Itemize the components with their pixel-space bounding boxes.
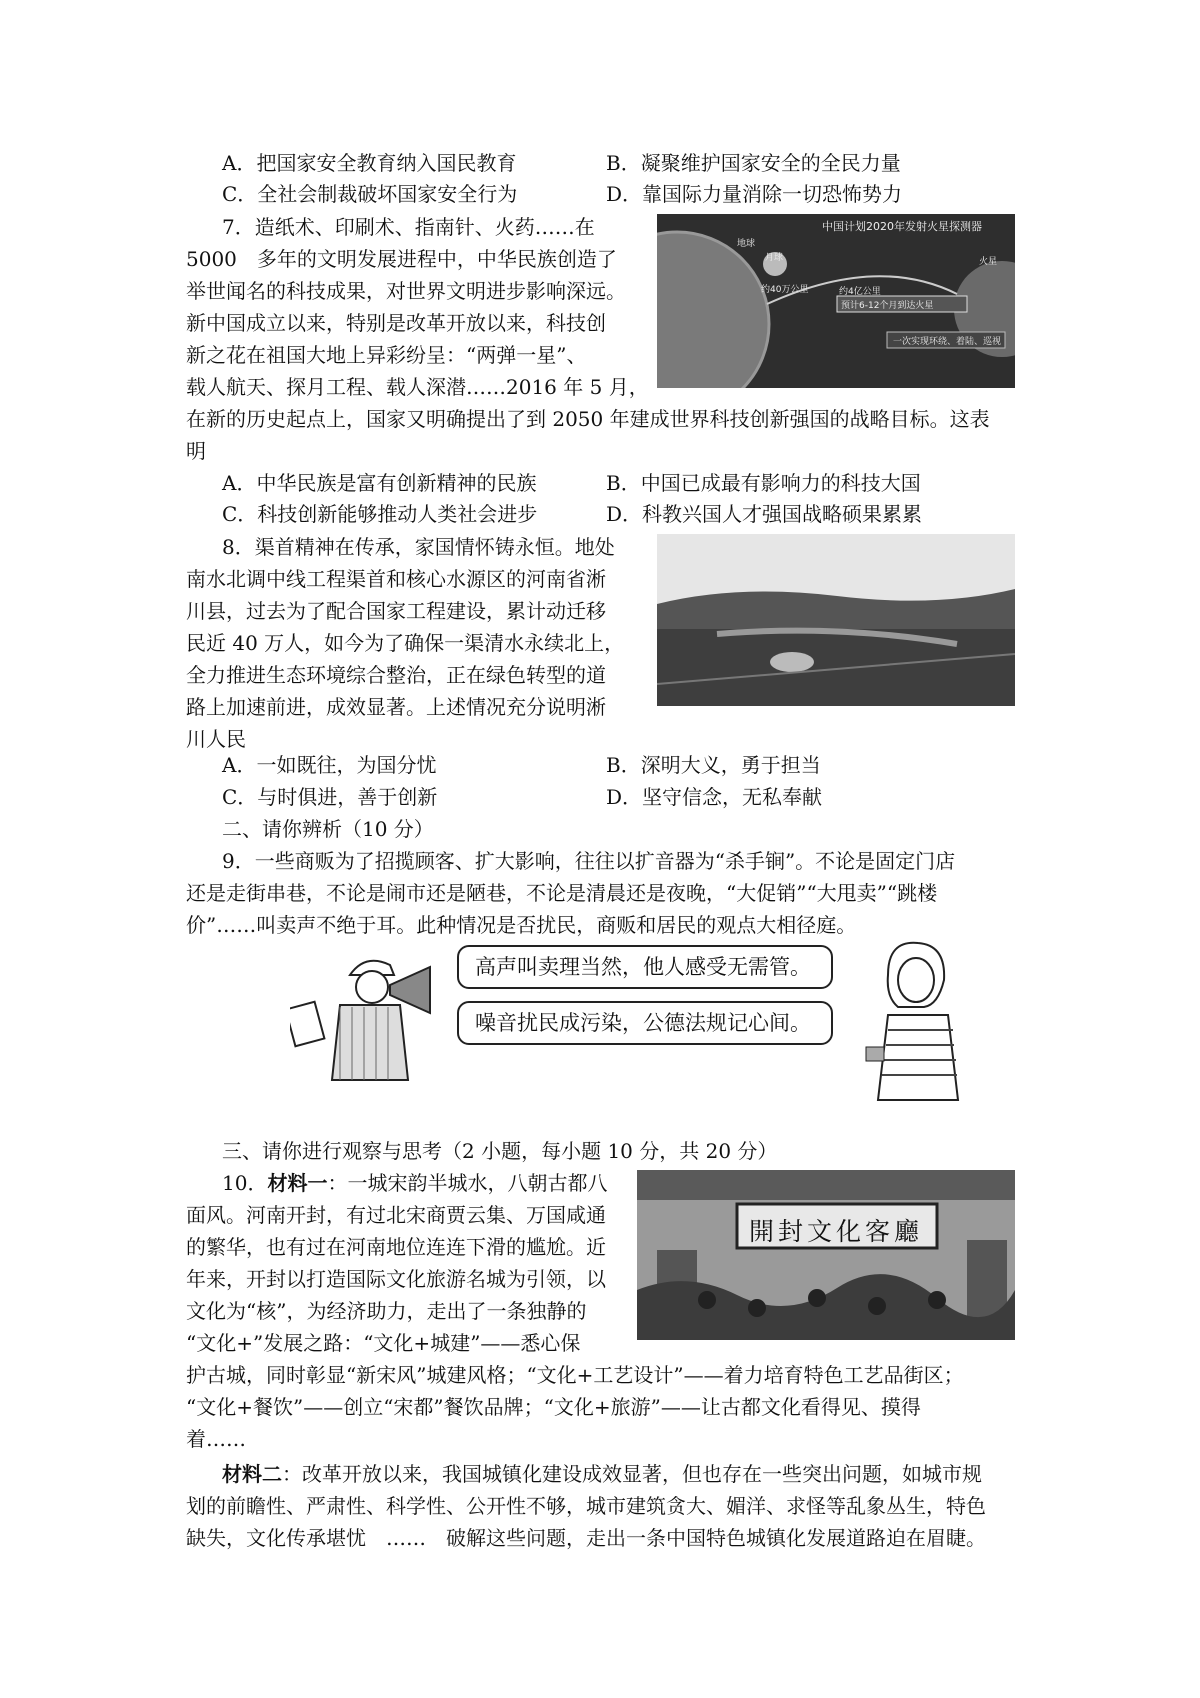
q8-line: 川县，过去为了配合国家工程建设，累计动迁移 (186, 599, 606, 623)
q10-number: 10． (222, 1171, 268, 1195)
q8-option-b: B．深明大义，勇于担当 (606, 753, 821, 777)
q8-line: 路上加速前进，成效显著。上述情况充分说明淅 (186, 695, 606, 719)
mars-image-mars: 火星 (979, 257, 998, 267)
kaifeng-culture-hall-image (637, 1170, 1015, 1340)
q7-line: 5000 多年的文明发展进程中，中华民族创造了 (186, 247, 617, 271)
q10-line: 着…… (186, 1427, 246, 1451)
q7-line: 明 (186, 439, 206, 463)
material-2-first-text: ：改革开放以来，我国城镇化建设成效显著，但也存在一些突出问题，如城市规 (282, 1462, 982, 1486)
q7-option-c: C．科技创新能够推动人类社会进步 (222, 502, 538, 526)
q8-option-a: A．一如既往，为国分忧 (222, 753, 437, 777)
q7-line: 新中国成立以来，特别是改革开放以来，科技创 (186, 311, 606, 335)
mars-image-dist2: 约4亿公里 (839, 287, 881, 297)
q10-material-2-first (222, 1461, 982, 1487)
q9-line: 价”……叫卖声不绝于耳。此种情况是否扰民，商贩和居民的观点大相径庭。 (186, 913, 857, 937)
q6-option-a: A．把国家安全教育纳入国民教育 (222, 151, 517, 175)
q10-line: 的繁华，也有过在河南地位连连下滑的尴尬。近 (186, 1235, 606, 1259)
mars-image-moon: 月球 (765, 253, 784, 263)
culture-hall-sign: 開封文化客廳 (749, 1217, 924, 1246)
q8-line: 川人民 (186, 727, 246, 751)
q10-line: 年来，开封以打造国际文化旅游名城为引领，以 (186, 1267, 606, 1291)
mars-image-title: 中国计划2020年发射火星探测器 (822, 220, 982, 233)
mars-image-tasks: 一次实现环绕、着陆、巡视 (893, 337, 1002, 347)
q7-line: 新之花在祖国大地上异彩纷呈：“两弹一星”、 (186, 343, 587, 367)
q10-line: “文化+”发展之路：“文化+城建”——悉心保 (186, 1331, 581, 1355)
material-2-label: 材料二 (222, 1462, 282, 1486)
q10-line: 面风。河南开封，有过北宋商贾云集、万国咸通 (186, 1203, 606, 1227)
q8-option-c: C．与时俱进，善于创新 (222, 785, 438, 809)
q7-line: 载人航天、探月工程、载人深潜……2016 年 5 月， (186, 375, 649, 399)
mars-probe-image (657, 214, 1015, 388)
q7-line: 在新的历史起点上，国家又明确提出了到 2050 年建成世界科技创新强国的战略目标。这表 (186, 407, 990, 431)
mars-image-earth: 地球 (737, 239, 756, 249)
q7-option-a: A．中华民族是富有创新精神的民族 (222, 471, 537, 495)
q8-line: 8．渠首精神在传承，家国情怀铸永恒。地处 (222, 535, 615, 559)
resident-speech-bubble: 噪音扰民成污染，公德法规记心间。 (457, 1001, 833, 1045)
mars-image-dist1: 约40万公里 (761, 285, 809, 295)
canal-landscape-image (657, 534, 1015, 706)
q6-option-c: C．全社会制裁破坏国家安全行为 (222, 182, 518, 206)
material-1-label: 材料一 (267, 1171, 328, 1195)
vendor-speech-bubble: 高声叫卖理当然，他人感受无需管。 (457, 945, 833, 989)
q9-line: 还是走街串巷，不论是闹市还是陋巷，不论是清晨还是夜晚，“大促销”“大甩卖”“跳楼 (186, 881, 938, 905)
q7-line: 7．造纸术、印刷术、指南针、火药……在 (222, 215, 595, 239)
mars-image-arrive: 预计6-12个月到达火星 (841, 301, 934, 311)
section-3-heading: 三、请你进行观察与思考（2 小题，每小题 10 分，共 20 分） (222, 1139, 778, 1163)
q6-option-b: B．凝聚维护国家安全的全民力量 (606, 151, 901, 175)
q10-line-first-text: ：一城宋韵半城水，八朝古都八 (327, 1171, 608, 1195)
q8-line: 南水北调中线工程渠首和核心水源区的河南省淅 (186, 567, 606, 591)
q8-line: 民近 40 万人，如今为了确保一渠清水永续北上， (186, 631, 625, 655)
material-2-line: 缺失，文化传承堪忧 …… 破解这些问题，走出一条中国特色城镇化发展道路迫在眉睫。 (186, 1526, 986, 1550)
q8-line: 全力推进生态环境综合整治，正在绿色转型的道 (186, 663, 606, 687)
q10-line-first (222, 1170, 607, 1196)
q7-option-b: B．中国已成最有影响力的科技大国 (606, 471, 921, 495)
q10-line: 护古城，同时彰显“新宋风”城建风格；“文化+工艺设计”——着力培育特色工艺品街区； (186, 1363, 964, 1387)
q7-line: 举世闻名的科技成果，对世界文明进步影响深远。 (186, 279, 626, 303)
section-2-heading: 二、请你辨析（10 分） (222, 817, 434, 841)
material-2-line: 划的前瞻性、严肃性、科学性、公开性不够，城市建筑贪大、媚洋、求怪等乱象丛生，特色 (186, 1494, 986, 1518)
q9-line: 9．一些商贩为了招揽顾客、扩大影响，往往以扩音器为“杀手锏”。不论是固定门店 (222, 849, 956, 873)
q10-line: 文化为“核”，为经济助力，走出了一条独静的 (186, 1299, 587, 1323)
q7-option-d: D．科教兴国人才强国战略硕果累累 (606, 502, 923, 526)
resident-illustration (858, 935, 968, 1105)
q8-option-d: D．坚守信念，无私奉献 (606, 785, 823, 809)
q10-line: “文化+餐饮”——创立“宋都”餐饮品牌；“文化+旅游”——让古都文化看得见、摸得 (186, 1395, 921, 1419)
q6-option-d: D．靠国际力量消除一切恐怖势力 (606, 182, 903, 206)
vendor-illustration (290, 945, 440, 1095)
